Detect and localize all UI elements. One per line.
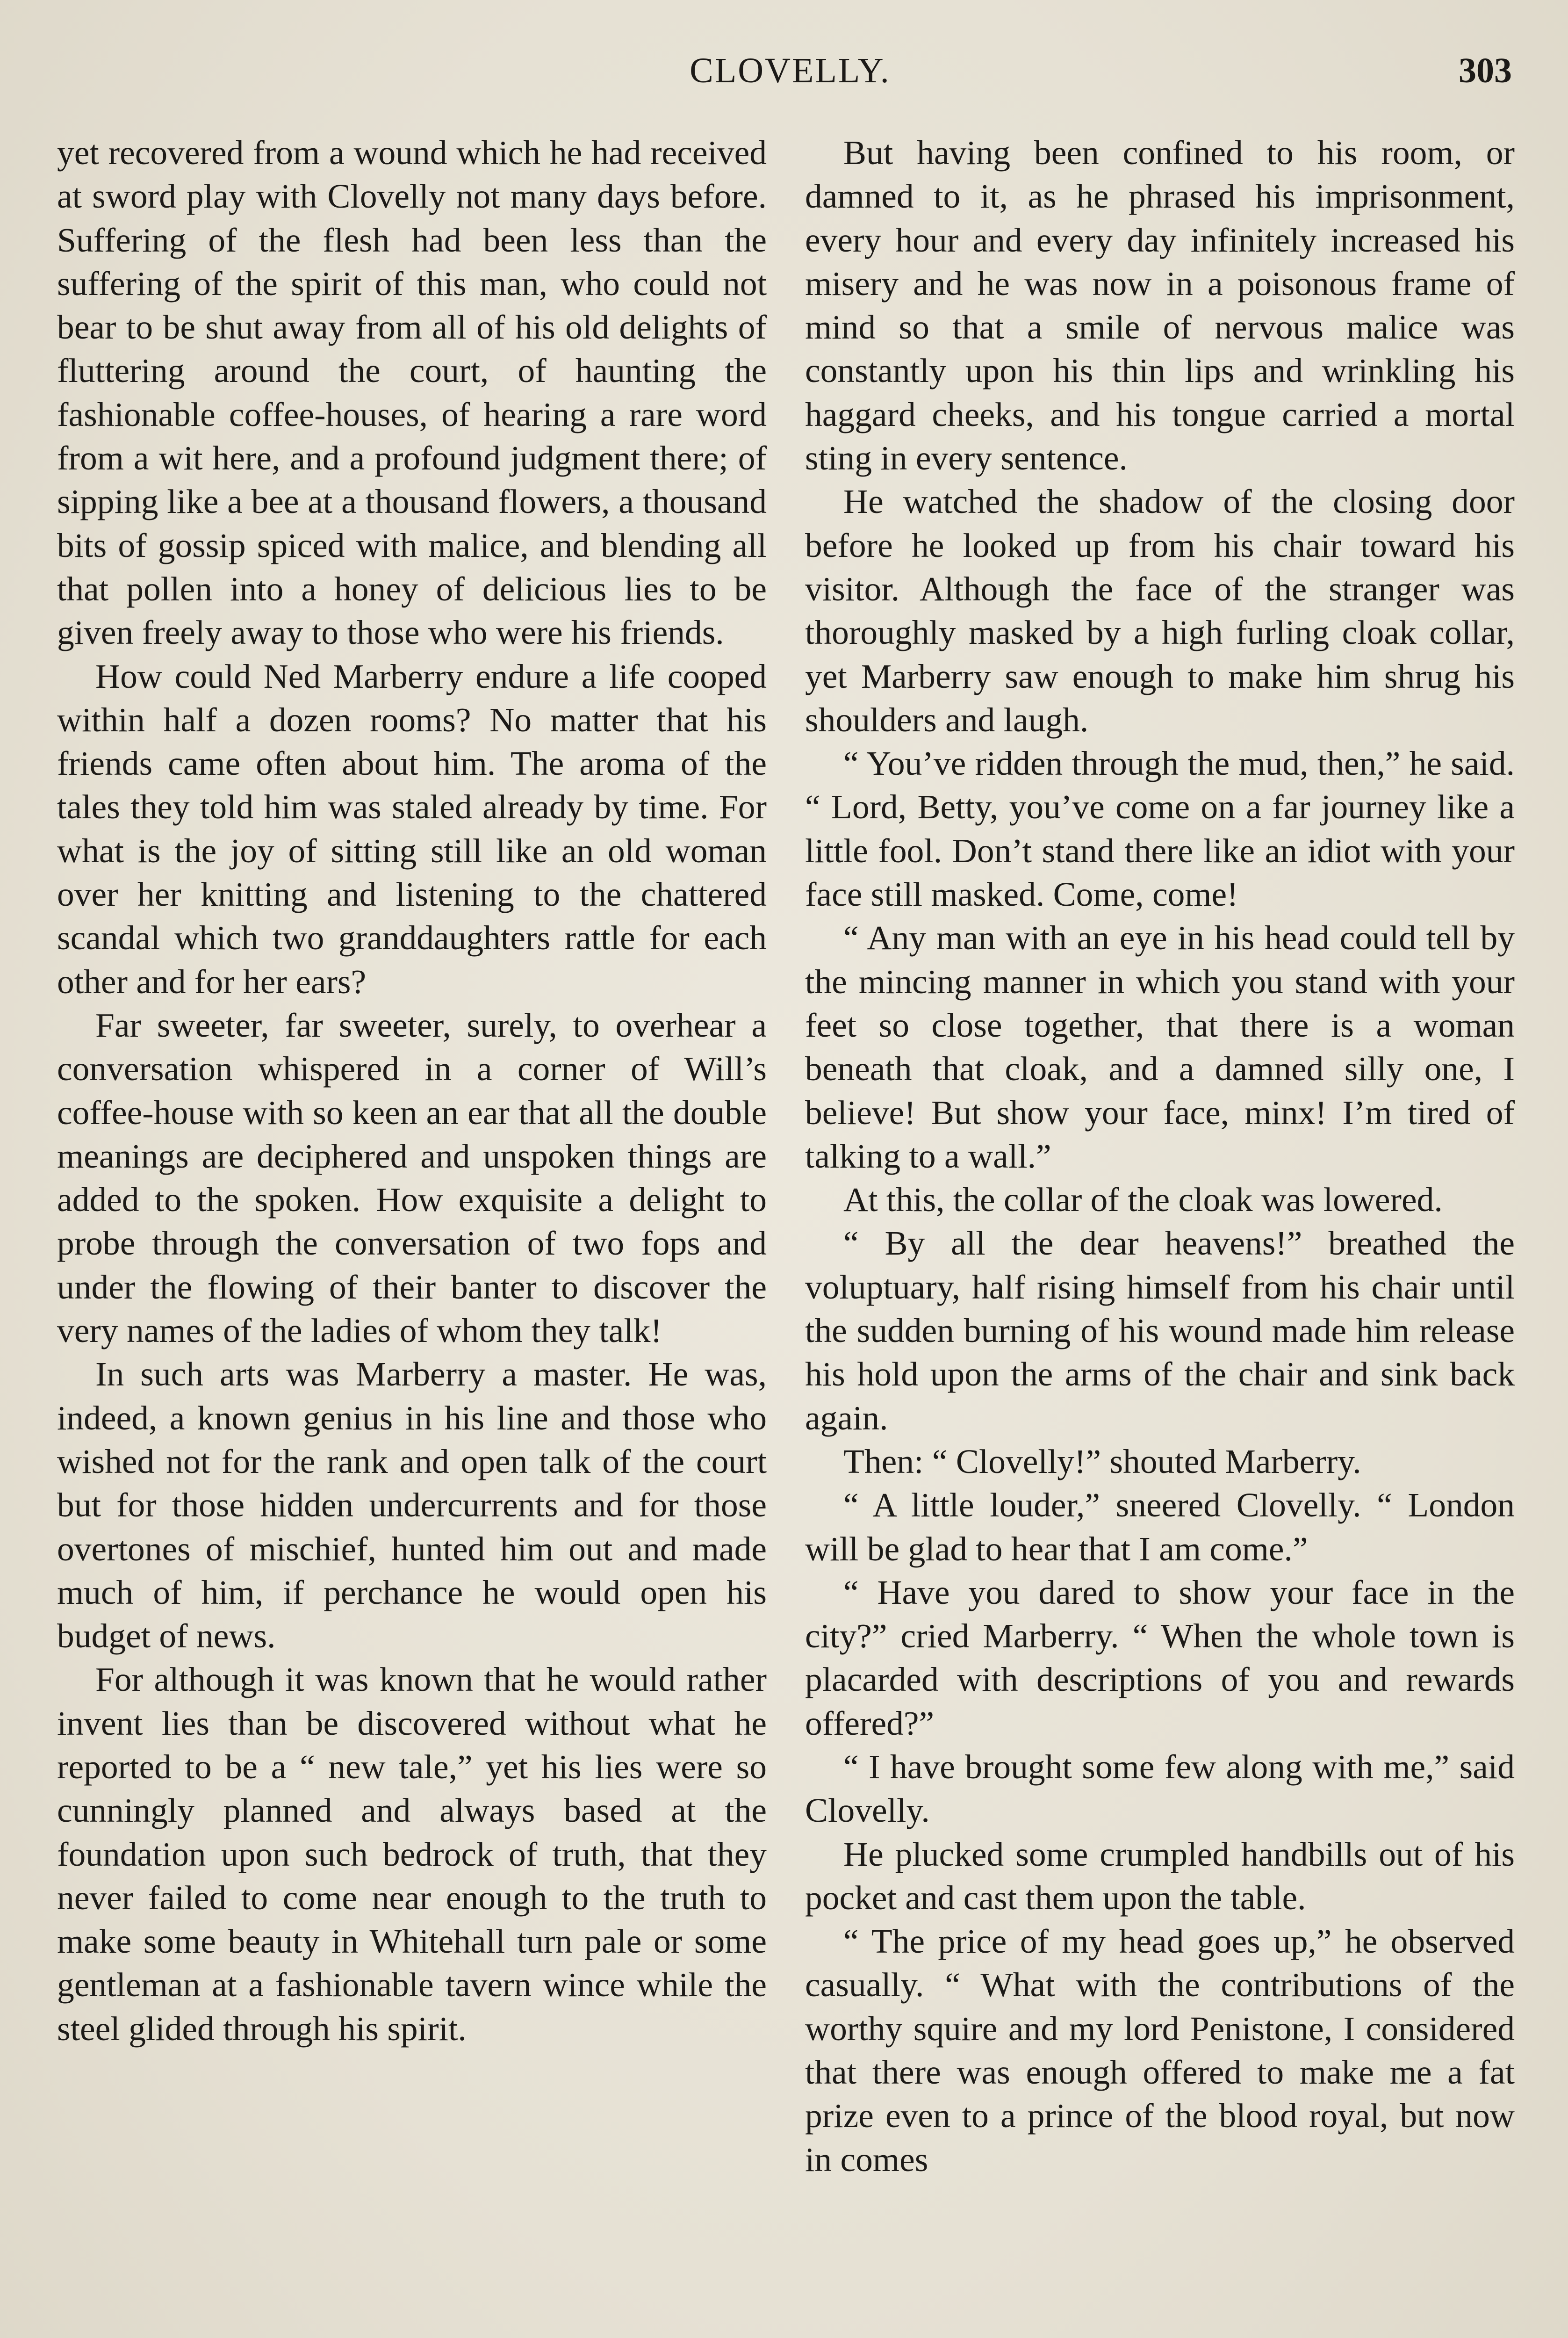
paragraph: He watched the shadow of the closing door before he looked up from his chair toward his visitor. Although the face of the stranger was thoroughly masked by a high furling cloak collar, yet Marberry saw enough to make him shrug his shoulders and laugh.: [805, 483, 1515, 739]
left-column: [57, 131, 767, 2050]
paragraph: At this, the collar of the cloak was lowered.: [843, 1181, 1443, 1219]
paragraph: “ You’ve ridden through the mud, then,” he said. “ Lord, Betty, you’ve come on a far journey like a little fool. Don’t stand there like an idiot with your face still masked. Come, come!: [805, 744, 1515, 914]
paragraph: “ A little louder,” sneered Clovelly. “ London will be glad to hear that I am come.”: [805, 1486, 1515, 1568]
page-header: [0, 51, 1568, 97]
paragraph: For although it was known that he would rather invent lies than be discovered without what he reported to be a “ new tale,” yet his lies were so cunningly planned and always based at the foundation upon such bedrock of truth, that they never failed to come near enough to the truth to make some beauty in Whitehall turn pale or some gentleman at a fashionable tavern wince while the steel glided through his spirit.: [57, 1660, 767, 2048]
paragraph: “ I have brought some few along with me,” said Clovelly.: [805, 1747, 1515, 1830]
paragraph: “ Any man with an eye in his head could tell by the mincing manner in which you stand with your feet so close together, that there is a woman beneath that cloak, and a damned silly one, I believe! But show your face, minx! I’m tired of talking to a wall.”: [805, 919, 1515, 1175]
paragraph: yet recovered from a wound which he had received at sword play with Clovelly not many days before. Suffering of the flesh had been less than the suffering of the spirit of this man, who could not bear to be shut away from all of his old delights of fluttering around the court, of haunting the fashionable coffee-houses, of hearing a rare word from a wit here, and a profound judgment there; of sipping like a bee at a thousand flowers, a thousand bits of gossip spiced with malice, and blending all that pollen into a honey of delicious lies to be given freely away to those who were his friends.: [57, 134, 767, 652]
paragraph: He plucked some crumpled handbills out of his pocket and cast them upon the table.: [805, 1835, 1515, 1917]
page-number: 303: [1459, 51, 1512, 90]
paragraph: In such arts was Marberry a master. He was, indeed, a known genius in his line and those who wished not for the rank and open talk of the court but for those hidden undercurrents and for those overtones of mischief, hunted him out and made much of him, if perchance he would open his budget of news.: [57, 1355, 767, 1655]
paragraph: Then: “ Clovelly!” shouted Marberry.: [843, 1442, 1361, 1480]
paragraph: How could Ned Marberry endure a life cooped within half a dozen rooms? No matter that his friends came often about him. The aroma of the tales they told him was staled already by time. For what is the joy of sitting still like an old woman over her knitting and listening to the chattered scandal which two granddaughters rattle for each other and for her ears?: [57, 657, 767, 1001]
paragraph: But having been confined to his room, or damned to it, as he phrased his imprisonment, every hour and every day infinitely increased his misery and he was now in a poisonous frame of mind so that a smile of nervous malice was constantly upon his thin lips and wrinkling his haggard cheeks, and his tongue carried a mortal sting in every sentence.: [805, 134, 1515, 477]
running-title: CLOVELLY.: [690, 51, 891, 90]
paragraph: “ By all the dear heavens!” breathed the voluptuary, half rising himself from his chair until the sudden burning of his wound made him release his hold upon the arms of the chair and sink back again.: [805, 1224, 1515, 1437]
paragraph: “ Have you dared to show your face in the city?” cried Marberry. “ When the whole town is placarded with descriptions of you and rewards offered?”: [805, 1573, 1515, 1742]
right-column: [805, 131, 1515, 2181]
paragraph: Far sweeter, far sweeter, surely, to overhear a conversation whispered in a corner of Will’s coffee-house with so keen an ear that all the double meanings are deciphered and unspoken things are added to the spoken. How exquisite a delight to probe through the conversation of two fops and under the flowing of their banter to discover the very names of the ladies of whom they talk!: [57, 1006, 767, 1350]
paragraph: “ The price of my head goes up,” he observed casually. “ What with the contributions of the worthy squire and my lord Penistone, I considered that there was enough offered to make me a fat prize even to a prince of the blood royal, but now in comes: [805, 1922, 1515, 2179]
